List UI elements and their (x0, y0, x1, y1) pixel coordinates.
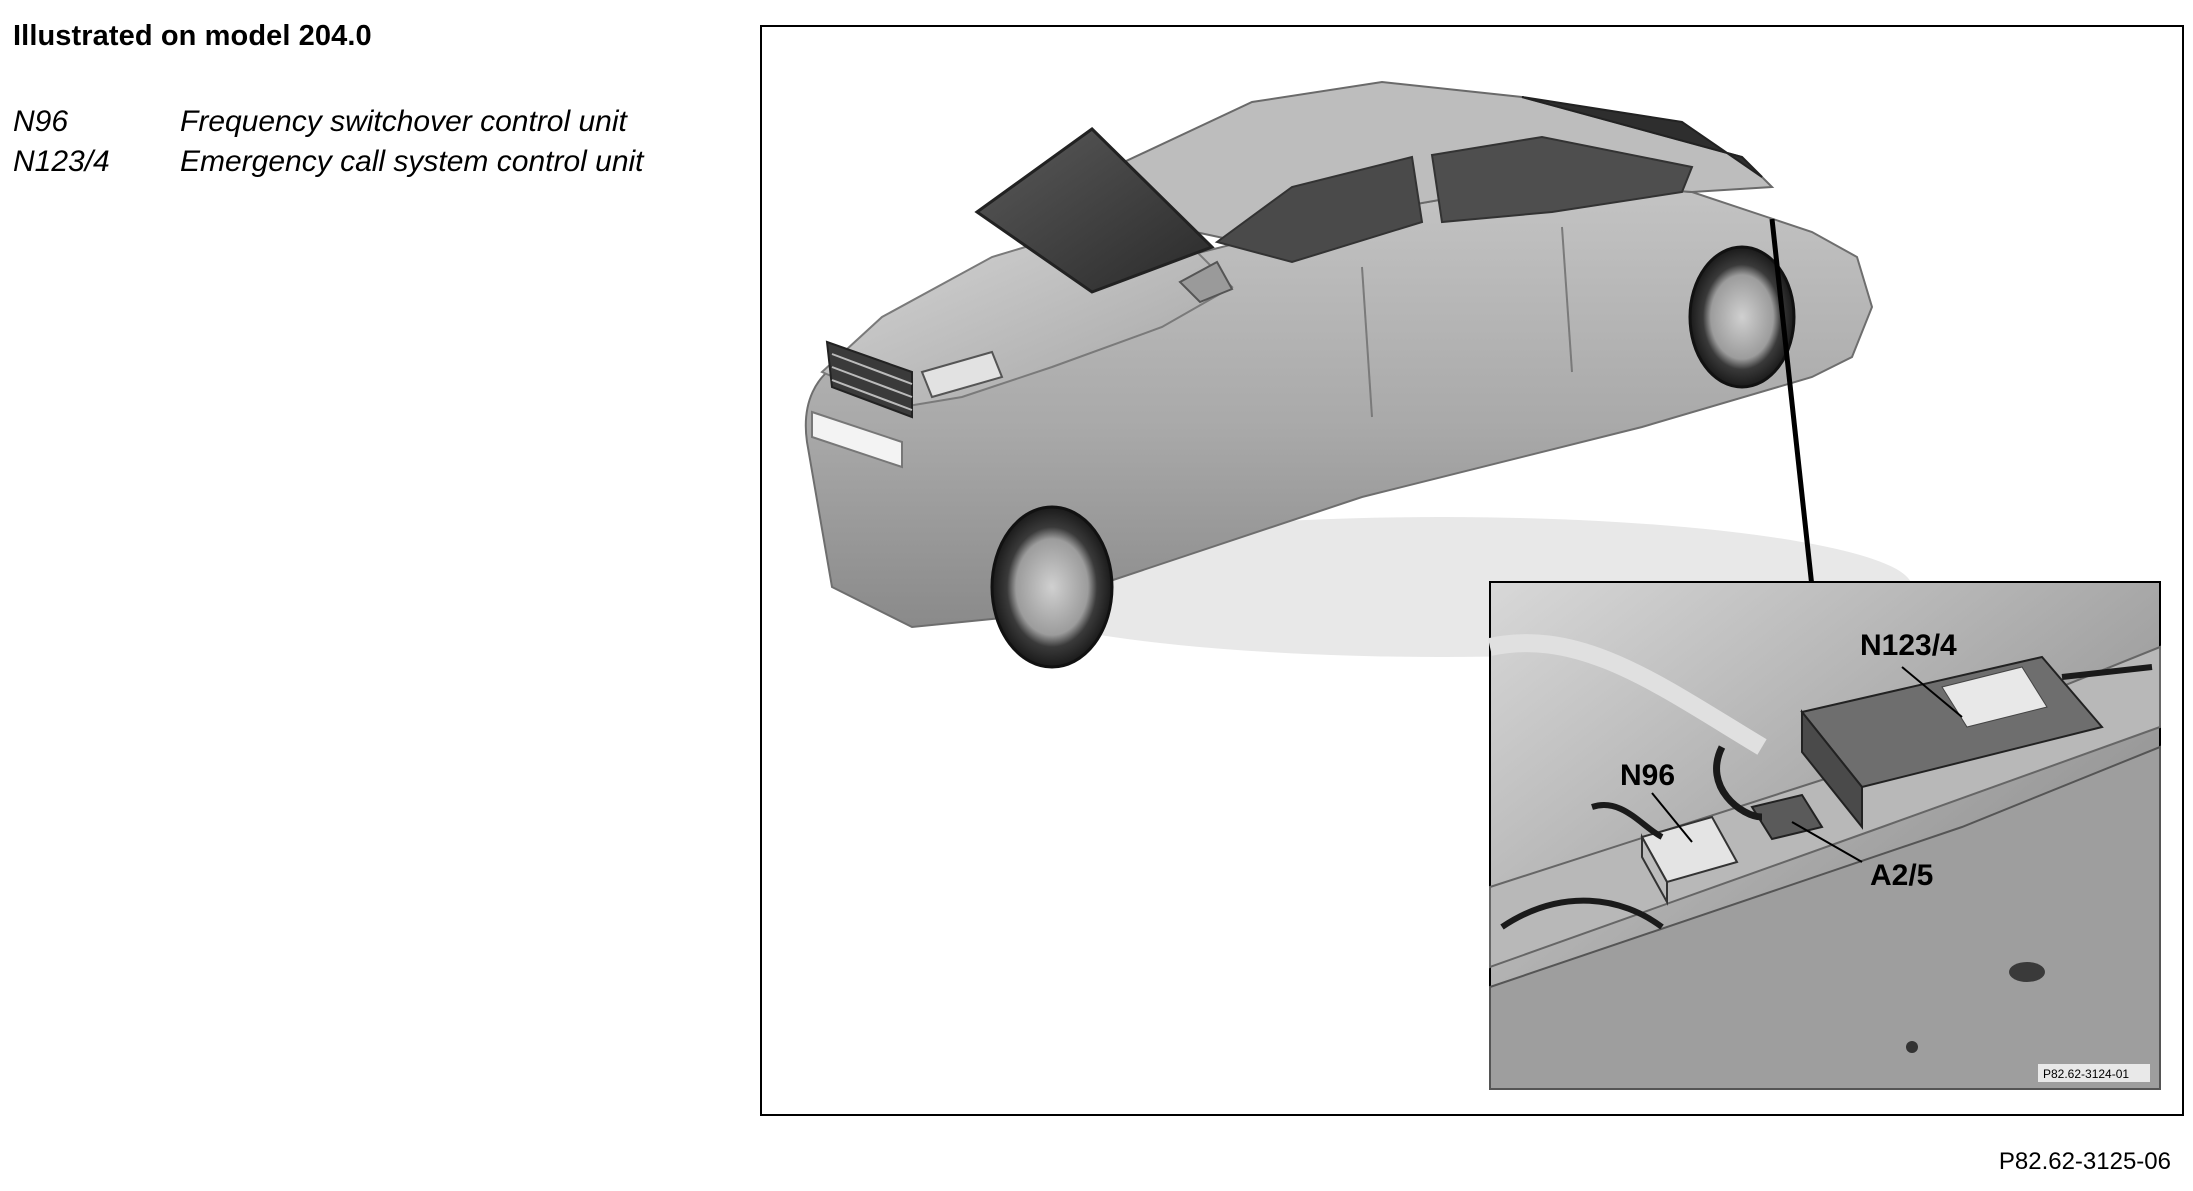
figure-id: P82.62-3125-06 (1998, 1148, 2171, 1175)
a2-5-label: A2/5 (1870, 859, 1934, 892)
legend-description: Frequency switchover control unit (180, 105, 627, 138)
n96-label: N96 (1620, 759, 1676, 792)
page-title: Illustrated on model 204.0 (13, 20, 372, 52)
front-wheel (992, 507, 1112, 667)
illustration-frame (760, 25, 2184, 1116)
sedan-car (806, 82, 1912, 667)
legend-item (13, 143, 693, 181)
detail-inset (1490, 582, 2160, 1089)
component-legend (13, 103, 693, 183)
inset-id: P82.62-3124-01 (2043, 1067, 2130, 1081)
legend-description: Emergency call system control unit (180, 145, 644, 178)
car-location-illustration (762, 27, 2182, 1114)
legend-item (13, 103, 693, 141)
legend-code: N96 (13, 105, 69, 138)
n123-4-label: N123/4 (1860, 629, 1957, 662)
legend-code: N123/4 (13, 145, 110, 178)
